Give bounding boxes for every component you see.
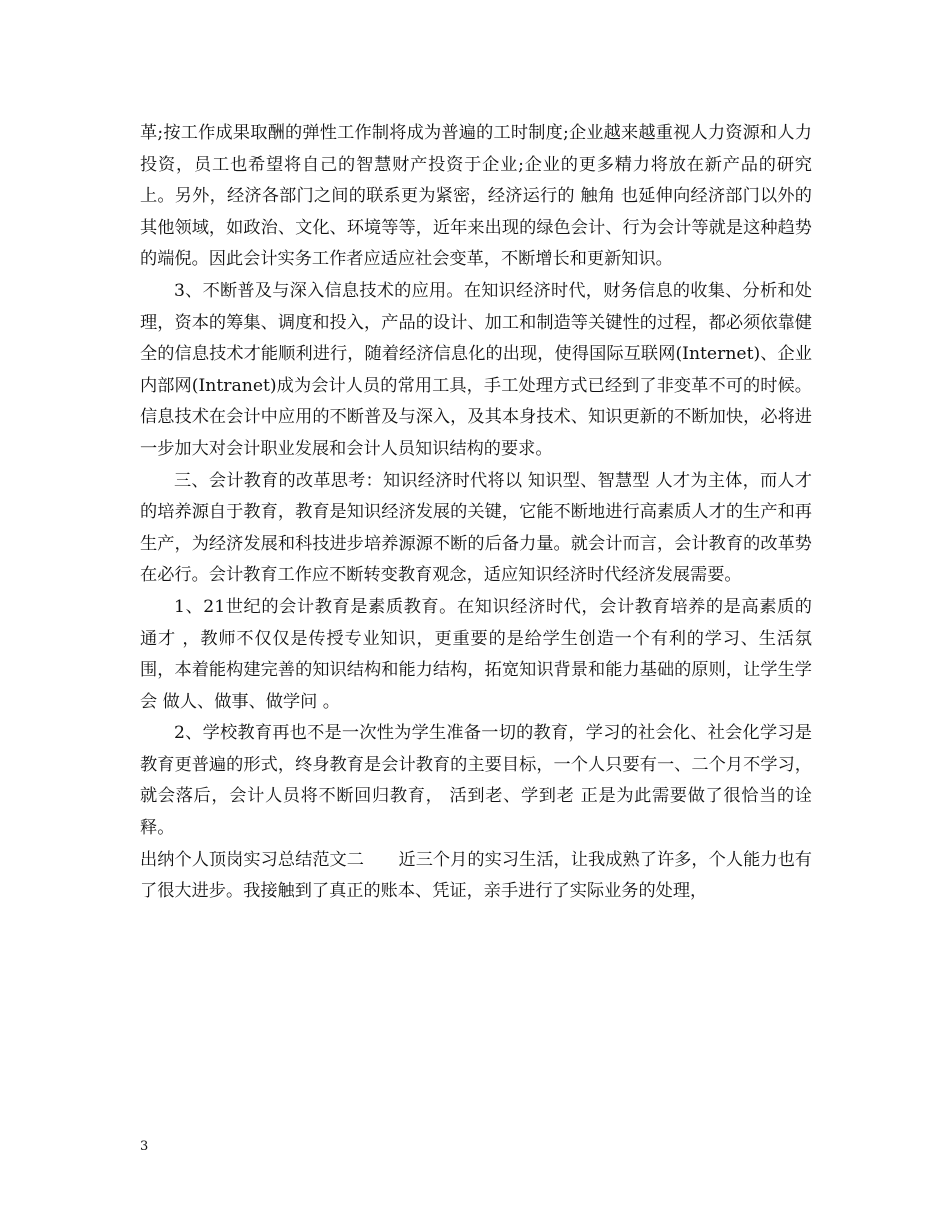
paragraph-2: 3、不断普及与深入信息技术的应用。在知识经济时代，财务信息的收集、分析和处理，资本的筹集、调度和投入，产品的设计、加工和制造等关键性的过程，都必须依靠健全的信息技术才能顺利进行，随着经济信息化的出现，使得国际互联网(Internet)、企业内部网(Intranet)成为会计人员的常用工具，手工处理方式已经到了非变革不可的时候。信息技术在会计中应用的不断普及与深入，及其本身技术、知识更新的不断加快，必将进一步加大对会计职业发展和会计人员知识结构的要求。 [140,280,812,459]
paragraph-1: 革;按工作成果取酬的弹性工作制将成为普遍的工时制度;企业越来越重视人力资源和人力投资，员工也希望将自己的智慧财产投资于企业;企业的更多精力将放在新产品的研究上。另外，经济各部门之间的联系更为紧密，经济运行的 触角 也延伸向经济部门以外的其他领域，如政治、文化、环境等等，近年来出现的绿色会计、行为会计等就是这种趋势的端倪。因此会计实务工作者应适应社会变革，不断增长和更新知识。 [140,123,812,270]
paragraph-4: 1、21世纪的会计教育是素质教育。在知识经济时代，会计教育培养的是高素质的 通才 ，教师不仅仅是传授专业知识，更重要的是给学生创造一个有利的学习、生活氛围，本着能构建完善的知识结构和能力结构，拓宽知识背景和能力基础的原则，让学生学会 做人、做事、做学问 。 [140,596,818,712]
paragraph-3: 三、会计教育的改革思考：知识经济时代将以 知识型、智慧型 人才为主体，而人才的培养源自于教育，教育是知识经济发展的关键，它能不断地进行高素质人才的生产和再生产，为经济发展和科技进步培养源源不断的后备力量。就会计而言，会计教育的改革势在必行。会计教育工作应不断转变教育观念，适应知识经济时代经济发展需要。 [140,470,812,586]
paragraph-6: 出纳个人顶岗实习总结范文二 近三个月的实习生活，让我成熟了许多，个人能力也有了很大进步。我接触到了真正的账本、凭证，亲手进行了实际业务的处理， [140,849,812,902]
paragraph-5: 2、学校教育再也不是一次性为学生准备一切的教育，学习的社会化、社会化学习是教育更普遍的形式，终身教育是会计教育的主要目标，一个人只要有一、二个月不学习，就会落后，会计人员将不断回归教育， 活到老、学到老 正是为此需要做了很恰当的诠释。 [140,723,812,839]
document-body [140,118,818,908]
page-number: 3 [140,1139,149,1154]
